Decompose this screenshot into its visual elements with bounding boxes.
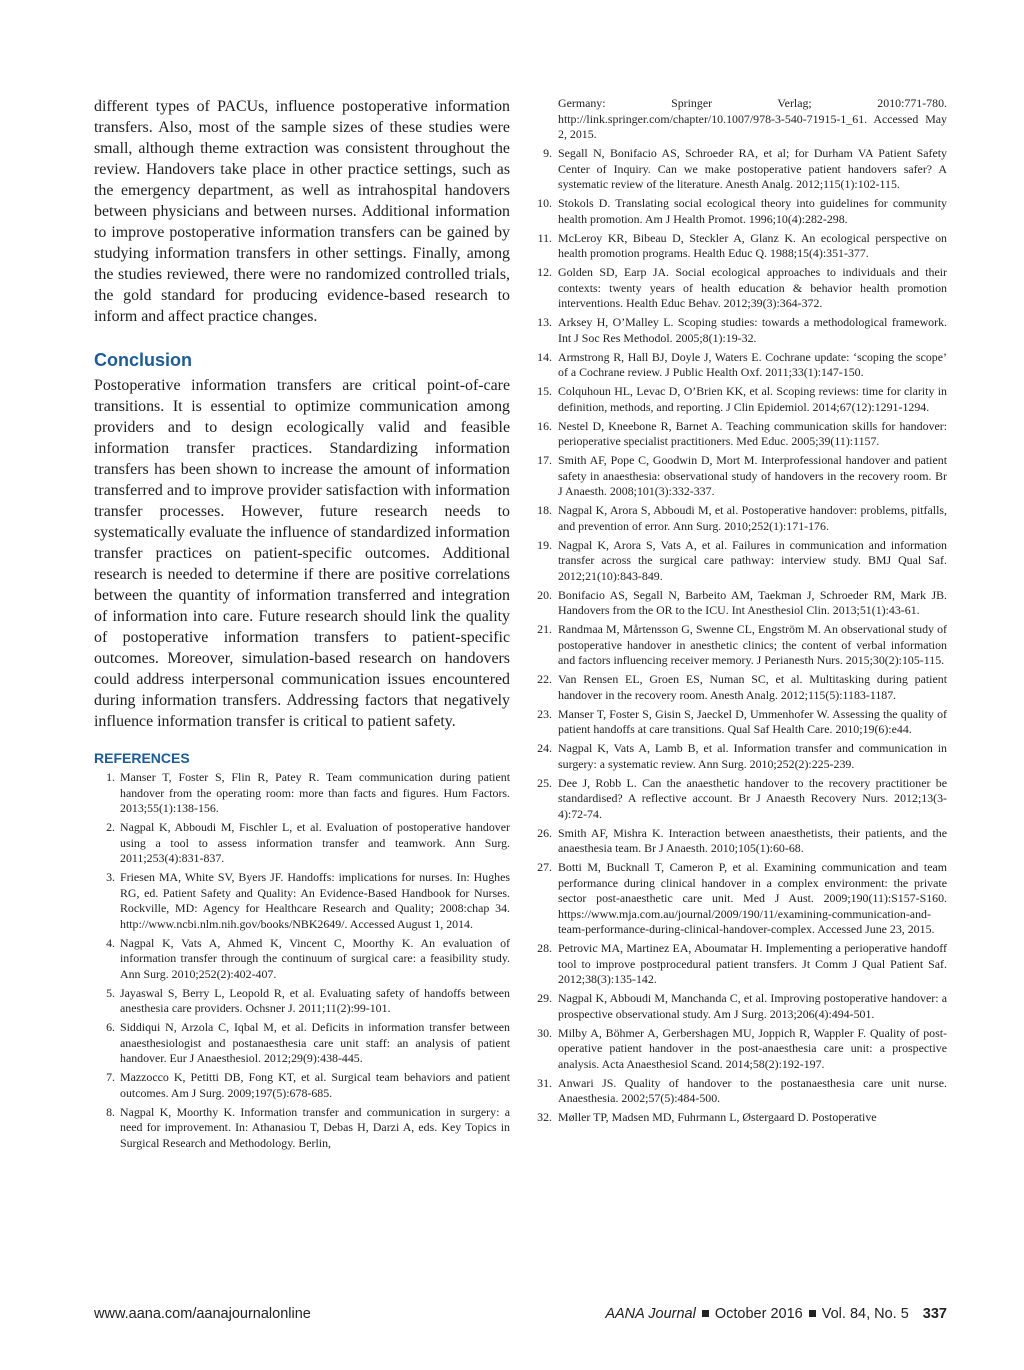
body-paragraph-intro: different types of PACUs, influence postoperative information transfers. Also, most of the sample sizes of these studies were small, although theme extraction was consistent throughout the review. Handovers take place in other practice settings, such as the emergency department, as well as intrahospital handovers between physicians and between nurses. Additional information to improve postoperative information transfers can be gained by studying information transfers in other settings. Finally, among the studies reviewed, there were no randomized controlled trials, the gold standard for producing evidence-based research to inform and affect practice changes. [94,98,510,325]
reference-text: Golden SD, Earp JA. Social ecological approaches to individuals and their contexts: twenty years of health education & behavior health promotion interventions. Health Educ Behav. 2012;39(3):364-372. [558,265,947,310]
reference-number: 31. [537,1075,552,1090]
reference-item [528,503,947,534]
reference-number: 16. [537,418,552,433]
reference-text: Nestel D, Kneebone R, Barnet A. Teaching communication skills for handover: perioperative specialist practitioners. Med Educ. 2005;39(11):1157. [558,418,947,448]
conclusion-paragraph: Postoperative information transfers are critical point-of-care transitions. It is essential to optimize communication among providers and to design ecologically valid and feasible information transfer practices. Standardizing information transfers has been shown to increase the amount of information transferred and to improve provider satisfaction with information transfer processes. However, future research needs to systematically evaluate the influence of standardized information transfer practices on patient-specific outcomes. Additional research is needed to determine if there are positive correlations between the quantity of information transferred and integration of information into care. Future research should link the quality of postoperative information transfers to patient-specific outcomes. Moreover, simulation-based research on handovers could address interpersonal communication issues encountered during information transfers. Addressing factors that negatively influence information transfer is critical to patient safety. [94,377,510,730]
reference-number: 13. [537,315,552,329]
reference-item [94,870,510,932]
reference-item-continuation [528,96,947,143]
reference-number: 21. [537,622,552,636]
reference-number: 19. [537,537,552,552]
reference-text: Smith AF, Mishra K. Interaction between anaesthetists, their patients, and the anaesthesia team. Br J Anaesth. 2010;105(1):60-68. [558,825,947,855]
reference-item [528,196,947,227]
reference-text: Botti M, Bucknall T, Cameron P, et al. Examining communication and team performance during clinical handover in a complex environment: the private sector post-anaesthetic care unit. Med J Aust. 2009;190(11):S157-S160. https://www.mja.com.au/journal/2009/190/11/examining-communication-and-team-performance-during-clinical-handover-complex. Accessed June 23, 2015. [558,860,947,936]
reference-item [528,741,947,772]
reference-number: 18. [537,503,552,517]
reference-text: Nagpal K, Arora S, Abboudi M, et al. Postoperative handover: problems, pitfalls, and prevention of error. Ann Surg. 2010;252(1):171-176. [558,503,947,533]
reference-item [528,350,947,381]
reference-item [528,941,947,988]
reference-text: Smith AF, Pope C, Goodwin D, Mort M. Interprofessional handover and patient safety in anaesthesia: observational study of handovers in the recovery room. Br J Anaesth. 2008;101(3):332-337. [558,453,947,498]
issue-date: October 2016 [714,1306,803,1322]
reference-text: Bonifacio AS, Segall N, Barbeito AM, Taekman J, Schroeder RM, Mark JB. Handovers from the OR to the ICU. Int Anesthesiol Clin. 2013;51(1):43-61. [558,587,947,617]
reference-number: 27. [537,860,552,874]
reference-item [528,776,947,823]
right-column [528,96,947,1129]
reference-item [528,991,947,1022]
reference-text: Milby A, Böhmer A, Gerbershagen MU, Joppich R, Wappler F. Quality of post-operative patient handover in the post-anaesthesia care unit: a prospective analysis. Acta Anaesthesiol Scand. 2014;58(2):192-197. [558,1025,947,1071]
reference-text: Anwari JS. Quality of handover to the postanaesthesia care unit nurse. Anaesthesia. 2002;57(5):484-500. [558,1075,947,1105]
reference-text: Petrovic MA, Martinez EA, Aboumatar H. Implementing a perioperative handoff tool to improve postprocedural patient transfers. Jt Comm J Qual Patient Saf. 2012;38(3):135-142. [558,941,947,986]
reference-item [528,146,947,193]
reference-number: 2. [106,820,115,834]
reference-text: Segall N, Bonifacio AS, Schroeder RA, et al; for Durham VA Patient Safety Center of Inquiry. Can we make postoperative patient handovers safer? A systematic review of the literature. Anesth Analg. 2012;115(1):102-115. [558,146,947,191]
page-number: 337 [922,1306,947,1322]
reference-list-left [94,770,510,1151]
journal-url: www.aana.com/aanajournalonline [94,1306,311,1322]
reference-text: Jayaswal S, Berry L, Leopold R, et al. Evaluating safety of handoffs between anesthesia care providers. Ochsner J. 2011;11(2):99-101. [120,985,510,1015]
reference-number: 6. [106,1020,115,1034]
reference-text: Nagpal K, Arora S, Vats A, et al. Failures in communication and information transfer across the surgical care pathway: interview study. BMJ Qual Saf. 2012;21(10):843-849. [558,537,947,583]
reference-item [94,1105,510,1152]
reference-text: Armstrong R, Hall BJ, Doyle J, Waters E. Cochrane update: ‘scoping the scope’ of a Cochrane review. J Public Health Oxf. 2011;33(1):147-150. [558,349,947,379]
reference-item [528,231,947,262]
reference-text: Colquhoun HL, Levac D, O’Brien KK, et al. Scoping reviews: time for clarity in definition, methods, and reporting. J Clin Epidemiol. 2014;67(12):1291-1294. [558,384,947,414]
reference-number: 32. [537,1110,552,1124]
reference-number: 4. [106,935,115,950]
reference-number: 26. [537,825,552,840]
square-bullet-icon [702,1310,709,1317]
reference-text: Manser T, Foster S, Flin R, Patey R. Team communication during patient handover from the operating room: more than facts and figures. Hum Factors. 2013;55(1):138-156. [120,770,510,815]
reference-number: 11. [537,230,552,245]
reference-item [94,770,510,817]
reference-text: Nagpal K, Vats A, Ahmed K, Vincent C, Moorthy K. An evaluation of information transfer through the continuum of surgical care: a feasibility study. Ann Surg. 2010;252(2):402-407. [120,935,510,981]
reference-number: 7. [106,1070,115,1084]
reference-number: 8. [106,1104,115,1119]
reference-item [528,1076,947,1107]
reference-text: Mazzocco K, Petitti DB, Fong KT, et al. Surgical team behaviors and patient outcomes. Am J Surg. 2009;197(5):678-685. [120,1070,510,1100]
conclusion-heading: Conclusion [94,350,192,370]
footer-citation [605,1306,947,1322]
reference-item [528,1026,947,1073]
reference-text: Van Rensen EL, Groen ES, Numan SC, et al. Multitasking during patient handover in the recovery room. Anesth Analg. 2012;115(5):1183-1187. [558,672,947,702]
reference-number: 17. [537,453,552,467]
reference-list-right [528,96,947,1126]
reference-text: Nagpal K, Abboudi M, Fischler L, et al. Evaluation of postoperative handover using a tool to assess information transfer and teamwork. Ann Surg. 2011;253(4):831-837. [120,820,510,865]
reference-number: 12. [537,265,552,279]
reference-item [528,1110,947,1126]
reference-item [528,672,947,703]
reference-item [528,453,947,500]
reference-text: Dee J, Robb L. Can the anaesthetic handover to the recovery practitioner be standardised? A reflective account. Br J Anaesth Recovery Nurs. 2012;13(3-4):72-74. [558,775,947,821]
reference-number: 24. [537,741,552,755]
reference-number: 1. [106,770,115,784]
reference-item [528,315,947,346]
reference-item [528,622,947,669]
reference-text: Randmaa M, Mårtensson G, Swenne CL, Engström M. An observational study of postoperative handover in anesthetic clinics; the content of verbal information and factors influencing receiver memory. J Perianesth Nurs. 2015;30(2):105-115. [558,622,947,667]
reference-item [528,419,947,450]
reference-number: 22. [537,672,552,686]
reference-number: 3. [106,870,115,884]
reference-text: Arksey H, O’Malley L. Scoping studies: towards a methodological framework. Int J Soc Res Methodol. 2005;8(1):19-32. [558,315,947,345]
reference-number: 9. [543,146,552,160]
reference-item [94,1070,510,1101]
square-bullet-icon [809,1310,816,1317]
reference-item [528,384,947,415]
journal-name: AANA Journal [605,1306,696,1322]
reference-text: Nagpal K, Moorthy K. Information transfer and communication in surgery: a need for improvement. In: Athanasiou T, Debas H, Darzi A, eds. Key Topics in Surgical Research and Methodology. Berlin, [120,1104,510,1150]
reference-item [528,265,947,312]
references-heading: REFERENCES [94,750,190,766]
reference-text: Manser T, Foster S, Gisin S, Jaeckel D, Ummenhofer W. Assessing the quality of patient handoffs at care transitions. Qual Saf Health Care. 2010;19(6):e44. [558,706,947,736]
reference-text: Nagpal K, Abboudi M, Manchanda C, et al. Improving postoperative handover: a prospective observational study. Am J Surg. 2013;206(4):494-501. [558,991,947,1021]
reference-number: 15. [537,384,552,398]
reference-item [528,538,947,585]
reference-text: Nagpal K, Vats A, Lamb B, et al. Information transfer and communication in surgery: a systematic review. Ann Surg. 2010;252(2):225-239. [558,741,947,771]
reference-item [94,936,510,983]
reference-number: 25. [537,775,552,790]
reference-item [528,707,947,738]
reference-item [94,986,510,1017]
reference-number: 23. [537,706,552,721]
reference-item [528,826,947,857]
left-column [94,96,510,1155]
reference-text: Friesen MA, White SV, Byers JF. Handoffs: implications for nurses. In: Hughes RG, ed. Patient Safety and Quality: An Evidence-Based Handbook for Nurses. Rockville, MD: Agency for Healthcare Research and Quality; 2008:chap 34. http://www.ncbi.nlm.nih.gov/books/NBK2649/. Accessed August 1, 2014. [120,870,510,931]
reference-text: Møller TP, Madsen MD, Fuhrmann L, Østergaard D. Postoperative [558,1110,877,1124]
reference-number: 28. [537,941,552,955]
reference-number: 20. [537,587,552,602]
reference-text: Germany: Springer Verlag; 2010:771-780. http://link.springer.com/chapter/10.1007/978-3-540-71915-1_61. Accessed May 2, 2015. [558,96,947,141]
reference-text: Stokols D. Translating social ecological theory into guidelines for community health promotion. Am J Health Promot. 1996;10(4):282-298. [558,196,947,226]
reference-number: 5. [106,985,115,1000]
reference-number: 29. [537,991,552,1005]
volume-info: Vol. 84, No. 5 [821,1306,909,1322]
reference-number: 10. [537,196,552,210]
reference-item [94,1020,510,1067]
reference-item [94,820,510,867]
reference-item [528,860,947,938]
reference-item [528,588,947,619]
reference-number: 14. [537,349,552,364]
reference-number: 30. [537,1025,552,1040]
reference-text: Siddiqui N, Arzola C, Iqbal M, et al. Deficits in information transfer between anaesthesiologist and postanaesthesia care unit staff: an analysis of patient handover. Eur J Anaesthesiol. 2012;29(9):438-445. [120,1020,510,1065]
reference-text: McLeroy KR, Bibeau D, Steckler A, Glanz K. An ecological perspective on health promotion programs. Health Educ Q. 1988;15(4):351-377. [558,230,947,260]
footer-url [94,1306,311,1322]
